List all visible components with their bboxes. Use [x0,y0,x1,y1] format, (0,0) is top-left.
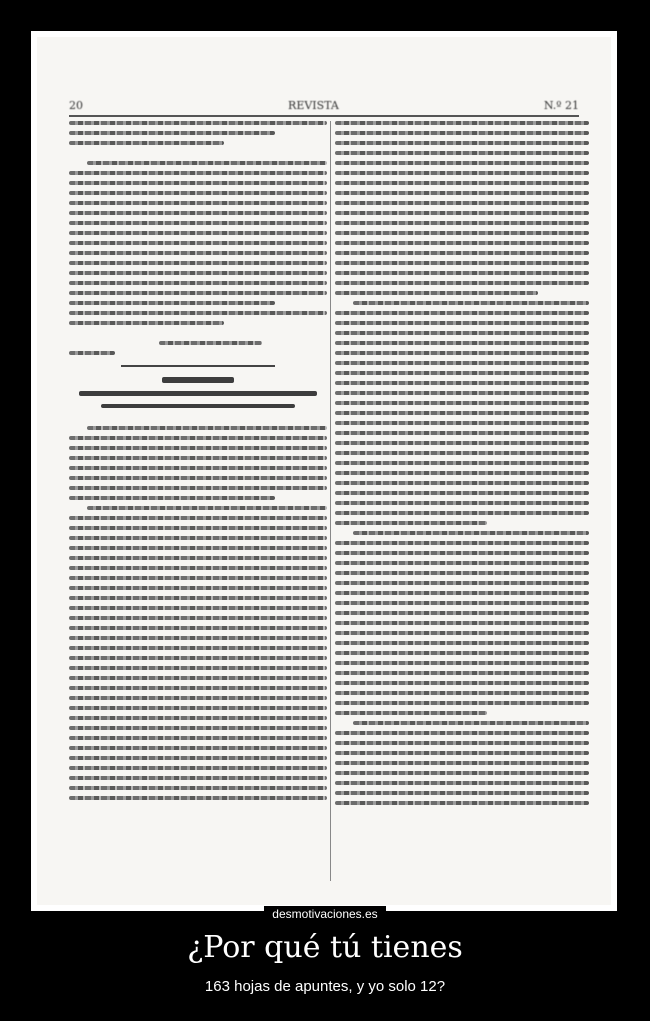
page-header [69,97,579,113]
section-heading-block [162,377,234,383]
publication-title: REVISTA [288,98,339,112]
right-text-column [335,121,589,885]
issue-number: N.º 21 [543,98,579,112]
column-divider [330,121,331,881]
site-watermark [0,903,650,922]
page-number: 20 [69,98,83,112]
header-rule [69,115,579,117]
left-text-column [69,121,327,885]
caption-subtitle: 163 hojas de apuntes, y yo solo 12? [204,978,446,995]
section-rule [121,365,276,367]
watermark-text: desmotivaciones.es [264,906,385,922]
poster-frame [31,31,617,911]
caption-title: ¿Por qué tú tienes [187,930,463,965]
scanned-newspaper-page [37,37,611,905]
